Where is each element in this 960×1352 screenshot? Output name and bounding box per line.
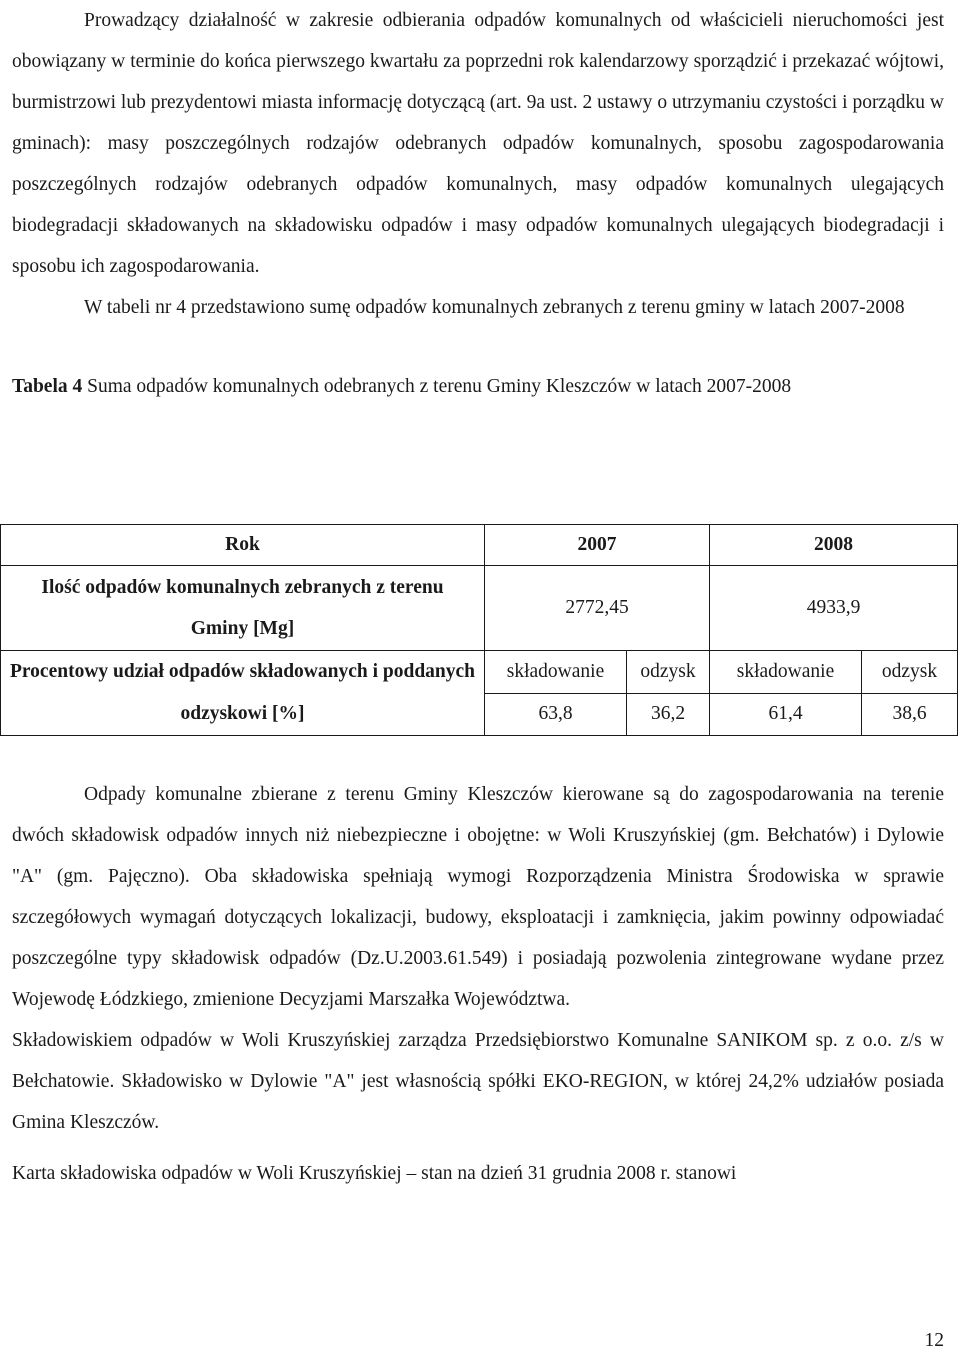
subheader-skladowanie-2007: składowanie — [485, 651, 627, 694]
header-2008: 2008 — [710, 525, 958, 566]
paragraph-landfills: Odpady komunalne zbierane z terenu Gminy Kleszczów kierowane są do zagospodarowania na terenie dwóch składowisk odpadów innych niż niebezpieczne i obojętne: w Woli Kruszyńskiej (gm. Bełchatów) i Dylowie "A" (gm. Pajęczno). Oba składowiska spełniają wymogi Rozporządzenia Ministra Środowiska w sprawie szczegółowych wymagań dotyczących lokalizacji, budowy, eksploatacji i zamknięcia, jakim powinny odpowiadać poszczególne typy składowisk odpadów (Dz.U.2003.61.549) i posiadają pozwolenia zintegrowane wydane przez Wojewodę Łódzkiego, zmienione Decyzjami Marszałka Województwa. — [12, 784, 944, 1010]
value-skladowanie-2007: 63,8 — [485, 693, 627, 736]
subheader-skladowanie-2008: składowanie — [710, 651, 862, 694]
paragraph-table-intro: W tabeli nr 4 przedstawiono sumę odpadów komunalnych zebranych z terenu gminy w latach 2007-2008 — [84, 297, 905, 318]
table-caption-text: Suma odpadów komunalnych odebranych z terenu Gminy Kleszczów w latach 2007-2008 — [82, 376, 792, 397]
table-caption — [12, 366, 944, 407]
row-amount-label: Ilość odpadów komunalnych zebranych z terenu Gminy [Mg] — [1, 566, 485, 651]
header-rok: Rok — [1, 525, 485, 566]
row-percent-label: Procentowy udział odpadów składowanych i poddanych odzyskowi [%] — [1, 651, 485, 736]
table-row — [1, 566, 958, 651]
document-body — [12, 0, 944, 407]
value-odzysk-2008: 38,6 — [862, 693, 958, 736]
waste-table — [0, 524, 958, 736]
subheader-odzysk-2008: odzysk — [862, 651, 958, 694]
paragraph-management: Składowiskiem odpadów w Woli Kruszyńskiej zarządza Przedsiębiorstwo Komunalne SANIKOM sp. z o.o. z/s w Bełchatowie. Składowisko w Dylowie "A" jest własnością spółki EKO-REGION, w której 24,2% udziałów posiada Gmina Kleszczów. — [12, 1030, 944, 1133]
amount-2007: 2772,45 — [485, 566, 710, 651]
value-skladowanie-2008: 61,4 — [710, 693, 862, 736]
paragraph-obligation: Prowadzący działalność w zakresie odbierania odpadów komunalnych od właścicieli nieruchomości jest obowiązany w terminie do końca pierwszego kwartału za poprzedni rok kalendarzowy sporządzić i przekazać wójtowi, burmistrzowi lub prezydentowi miasta informację dotyczącą (art. 9a ust. 2 ustawy o utrzymaniu czystości i porządku w gminach): masy poszczególnych rodzajów odebranych odpadów komunalnych, sposobu zagospodarowania poszczególnych rodzajów odebranych odpadów komunalnych, masy odpadów komunalnych ulegających biodegradacji składowanych na składowisku odpadów i masy odpadów komunalnych ulegających biodegradacji i sposobu ich zagospodarowania. — [12, 10, 944, 277]
page-number: 12 — [924, 1330, 944, 1351]
value-odzysk-2007: 36,2 — [627, 693, 710, 736]
document-body-continued — [12, 774, 944, 1194]
paragraph-landfill-card: Karta składowiska odpadów w Woli Kruszyńskiej – stan na dzień 31 grudnia 2008 r. stanowi — [12, 1163, 737, 1184]
header-2007: 2007 — [485, 525, 710, 566]
amount-2008: 4933,9 — [710, 566, 958, 651]
subheader-odzysk-2007: odzysk — [627, 651, 710, 694]
table-row — [1, 651, 958, 694]
table-caption-label: Tabela 4 — [12, 376, 83, 397]
table-row — [1, 525, 958, 566]
